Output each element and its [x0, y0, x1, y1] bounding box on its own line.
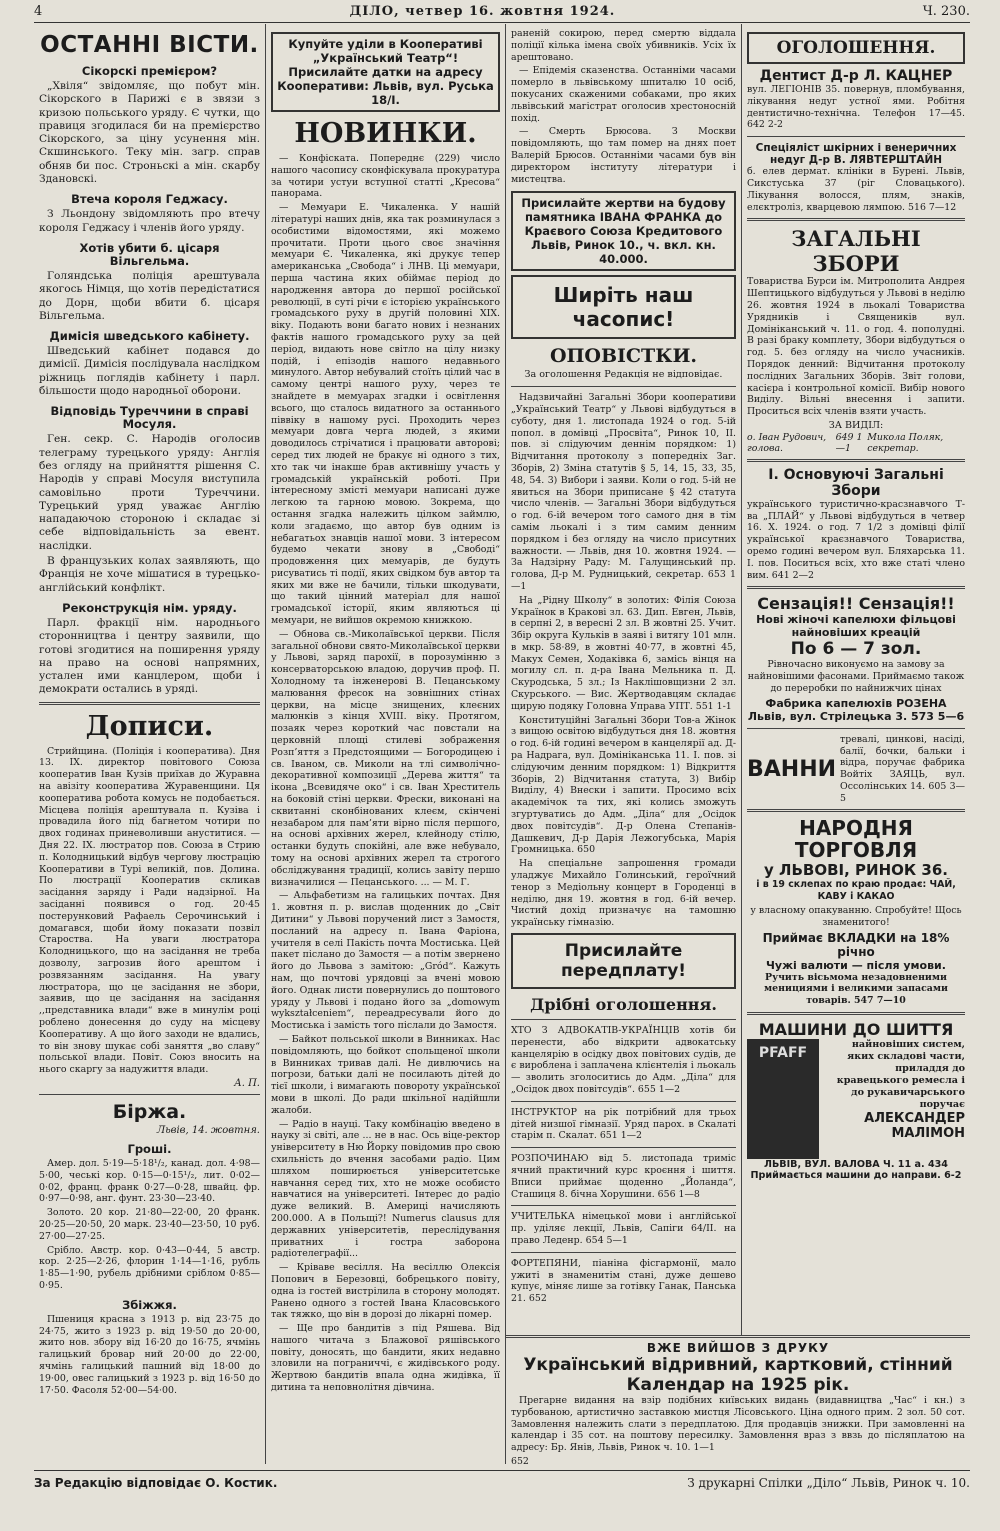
article-text: З Льондону звідомляють про втечу короля Геджасу і членів його уряду. [39, 208, 260, 234]
subscription-banner: Присилайте передплату! [511, 933, 736, 989]
plai-meeting-title: І. Основуючі Загальні Збори [768, 466, 944, 499]
classified-ad: УЧИТЕЛЬКА німецької мови і англійської пр. уділяє лекції, Львів, Сапіги 64/II. на право Леденр. 654 5—1 [511, 1211, 736, 1246]
subsection-title: Гроші. [127, 1142, 172, 1156]
calendar-ad-top: ВЖЕ ВИЙШОВ З ДРУКУ [646, 1341, 830, 1355]
section-title-birzha: Біржа. [112, 1101, 187, 1123]
sewing-ad-body [747, 1039, 965, 1159]
divider [39, 702, 260, 705]
article-text: Шведський кабінет подався до димісії. Димісія послідувала наслідком ріжниць поглядів кабінету і парл. більшости щодо народньої оборони. [39, 345, 260, 398]
divider [511, 1019, 736, 1020]
pfaff-logo-image: PFAFF [747, 1039, 819, 1159]
classified-ad: ХТО З АДВОКАТІВ-УКРАЇНЦІВ хотів би перенести, або відкрити адвокатську канцелярію в осідку двох повітових судів, де є виробленa і заплачена клієнтелія і льокаль — зволить зголоситись до Адм. „Діла“ для „Осідок двох повітсудів“. 655 1—2 [511, 1025, 736, 1095]
divider [747, 809, 965, 812]
ad-text: у власному опакуванню. Спробуйте! Щось знаменитого! [750, 905, 962, 928]
columns [34, 24, 970, 1464]
calendar-ad [506, 1335, 970, 1465]
trade-ad-title: НАРОДНЯ ТОРГОВЛЯ [794, 816, 918, 863]
article-text: Парл. фракції нім. народнього сторонництва і центру заявили, що готові згодитися на поширення уряду на право на основі напрямних, устален ими канцлером, щоби і демократи остались в уряді. [39, 616, 260, 696]
general-meeting-title: ЗАГАЛЬНІ ЗБОРИ [791, 226, 921, 277]
subsection-title: Збіжжя. [122, 1297, 177, 1312]
ad-number: 652 [511, 1455, 529, 1465]
section-title-dopysy: Дописи. [85, 710, 214, 742]
section-title-small-ads: Дрібні оголошення. [530, 995, 717, 1015]
ad-text: б. елев дермат. клініки в Бурені. Львів, Сикстуська 37 (ріг Словацького). Лікування волосся, плям, знаків, елєктроліз, кварцевою лямпою. 516 7—12 [747, 166, 965, 213]
page-header [34, 0, 970, 23]
divider [39, 1094, 260, 1095]
news-item: — Байкот польської школи в Винниках. Нас повідомляють, що бойкот спольщеної школи в Винниках тривав далі. Не дивлючись на погрози, батьки далі не посилають дітей до тієї школи, і вимагають повороту української мови в школі. До ради шкільної надійшли жалоби. [271, 1033, 500, 1116]
section-title-opovistky: ОПОВІСТКИ. [549, 345, 698, 368]
article-text: В французьких колах заявляють, що Франція не хоче мішатися в турецько-англійський конфлікт. [39, 555, 260, 594]
headline: Втеча короля Геджасу. [71, 192, 228, 207]
sewing-ad-title: МАШИНИ ДО ШИТТЯ [758, 1020, 954, 1040]
disclaimer: За оголошення Редакція не відповідає. [524, 369, 723, 381]
divider [747, 136, 965, 137]
column-3 [506, 24, 742, 1464]
news-item: раненій сокирою, перед смертю віддала поліції кілька імена своїх убивників. Усіх їх арештовано. [511, 28, 736, 63]
editor-line: За Редакцію відповідає О. Костик. [34, 1476, 278, 1490]
repair-line: Приймається машини до направи. 6-2 [750, 1170, 962, 1182]
rates-text: Срібло. Австр. кор. 0·43—0·44, 5 австр. кор. 2·25—2·26, флорин 1·14—1·16, рубль 1·85—1·90, рубель дрібними сріблом 0·85—0·95. [39, 1244, 260, 1291]
divider [511, 1252, 736, 1253]
signature: А. П. [234, 1078, 260, 1089]
printer-line: З друкарні Спілки „Діло“ Львів, Ринок ч. 10. [687, 1476, 970, 1490]
news-item: — Мемуари Е. Чикаленка. У нашій літературі наших днів, яка так розминулася з особистими відомостями, які можемо прочитати. Проти цього своє значіння мемуари Є. Чикаленка, які друкує тепер американська „Свобода“ і ЛНВ. Ці мемуари, перша частина яких обіймає період до народження автора до першої російської революції, в суті річи є історією українського громадського руху в другій половині XIX. віку. Подають вони багато нових і незнаних фактів нашого громадського руху за цей період, видають нове світло на цілу низку подій, і епізодів нашого недавнього минулого. Автор небувалий стоїть цілий час в самому центрі нашого руху, через те знайдете в мемуарах згадки і освітлення всього, що сталось видатного за останнього піввіку в нашому русі. Проходить через мемуари довга черга людей, з якими доводилось стрічатися і працювати авторові; серед тих людей не бракує ні одного з тих, хто так чи інакше брав активнішу участь у громадській українській роботі. При інтересному змісті мемуари написані дуже легкою та гарною мовою. Зокрема, що остання згадка належить цілком займлю, коли згадаємо, що автор був одним із небагатьох знавців нашої мови. З інтересом будемо чекати знову в „Свободі“ продовження цих мемуарів, де будуть рисуватись ті події, яких свідком був автор та яких ми вже не бачили, тільки шкодувати, що такий цінний матеріал для нашої громадської історії, яким являються ці мемуари, не вийшов окремою книжкою. [271, 202, 500, 627]
ad-text: тревалі, цинкові, насіді, балії, бочки, бальки і відра, поручає фабрика Войтіх ЗАЯЦЬ, вул. Оссолінських 14. 605 3—5 [840, 733, 965, 804]
rates-text: Амер. дол. 5·19—5·18¹/₂, канад. дол. 4·98—5·00, чеські кор. 0·15—0·15¹/₂, лит. 0·02—0·02, франц. франк 0·27—0·28, швайц. фр. 0·97—0·98, анг. фунт. 23·30—23·40. [39, 1158, 260, 1205]
classified-ad: ІНСТРУКТОР на рік потрібний для трьох дітей низшої гімназії. Уряд парох. в Скалаті старім п. Скалат. 651 1—2 [511, 1106, 736, 1142]
classified-ad: ФОРТЕПЯНИ, піаніна фісгармонії, мало ужиті в знаменитім стані, дуже дешево купує, міняє лише за готівку Ганак, Панська 21. 652 [511, 1257, 736, 1305]
signature: о. Іван Рудович, голова. [747, 431, 827, 454]
notice: Надзвичайні Загальні Збори кооперативи „Український Театр“ у Львові відбудуться в суботу, дня 1. листопада 1924 о год. 5-ій попол. в домівці „Просвіта“, Ринок 10, II. пов. зі слідуючим деннім порядком: 1) Відчитання протоколу з попередніх Заг. Зборів, 2) Зміна статутів § 5, 14, 15, 33, 35, 48, 54. 3) Вибори і заяви. Коли о год. 5-ій не явиться на Збори приписане § 42 статута число членів. — Загальні Збори відбудуться о год. 6-ій вечером того самого дня в тім самім льокалі і з тим самим денним порядком і без огляду на число присутних важности. — Львів, дня 10. жовтня 1924. — За Надзірну Раду: М. Галущинський пр. голова, Д-р М. Рудницький, секретар. 653 1—1 [511, 392, 736, 592]
rates-text: Пшениця красна з 1913 р. від 23·75 до 24·75, жито з 1923 р. від 19·50 до 20·00, жито нов. збору від 16·20 до 16·75, ячмінь галицький бровар ний 20·00 до 22·00, ячмінь галицький пашний від 18·00 до 19·00, овес галицький з 1923 р. від 16·50 до 17·50. Фасоля 52·00—54·00. [39, 1313, 260, 1396]
currency-line: Чужі валюти — після умови. [766, 958, 946, 972]
ad-text: найновіших систем, яких складові части, приладдя до кравецького ремесла і до рукавичарського поручає [836, 1039, 965, 1111]
trade-ad-address: у ЛЬВОВІ, РИНОК 36. [764, 861, 948, 880]
divider [747, 459, 965, 462]
article-text: Голяндська поліція арештувала якогось Німця, що хотів передістатися до Дорн, щоби вбити б. цісаря Вільгельма. [39, 269, 260, 322]
headline: Сікорскі премієром? [81, 64, 218, 78]
ads-header-box [747, 32, 965, 64]
merchant-address: ЛЬВІВ, ВУЛ. ВАЛОВА Ч. 11 а. 434 [764, 1159, 948, 1171]
classified-ad: РОЗПОЧИНАЮ від 5. листопада триміс ячний практичний курс кроєння і шиття. Вписи приймає щоденно „Йоланда“, Сташиця 8. бічна Хорушини. 656 1—8 [511, 1153, 736, 1200]
article-text: Стрийщина. (Поліція і кооператива). Дня 13. IX. директор повітового Союза кооператив Іван Кузів приїхав до Журавна на авізіту кооператива Журавенщини. Ця кооператива робота комусь не подобається. Місцева поліція арештувала п. Кузіва і провадила його під багнетом чотири по двох годинах приневоливши ануститися. — Дня 22. IX. люстратор пов. Союза в Стрию п. Колодницький відбув чергову люстрацію Кооперативи в Турі великій, пов. Долина. По люстрації Кооператив скликав засідання заряду і Ради надзірної. На засіданні появився о год. 20·45 постерунковий Рафаель Серочинський і домагався, щоби йому показати позвіл Староства. На уваги люстратора Колодницького, що на засідання не треба дозволу, загрозив його арештом і розвязанням засідання. На увагу люстратора, що це засідання не збори, заявив, що це засідання на засідання ,,представника влади“ вже в минулім році роблено донесення до суду на місцеву Кооперативу. А що його заходи не вдались, то він знову шукає собі заняття „во славу“ польської влади. Повіт. Союз вносить на нього скаргу за надужиття влади. [39, 745, 260, 1076]
ad-text: і в 19 склепах по краю продає: ЧАЙ, КАВУ і КАКАО [756, 879, 956, 903]
ad-text: Ручить вісьмома незадовненими менициями і великими запасами товарів. 547 7—10 [764, 971, 948, 1007]
news-item: — Кріваве весілля. На весіллю Олексія Попович в Березовці, бобрецького повіту, одна із гостей вистрілила в сторону молодят. Ранено одного з гостей Івана Класовського так тяжко, що він в дорозі до лікарні помер. [271, 1262, 500, 1321]
page-footer [34, 1470, 970, 1495]
news-item: — Радіо в науці. Таку комбінацію введено в науку зі світі, але ... не в нас. Ось віце-ректор університету в Ню Йорку повідомив про свою схильність до вчення засобами радіо. Цим шляхом поширюється університетське навчання серед тих, хто не може особисто навчатися на університеті. Інтерес до радіо дуже великий. В. Америці начисляють 200.000. А в Польщі?! Numerus clausus для державних університетів, переслідування приватних і гостра заборона радіотелеграфії... [271, 1118, 500, 1260]
latest-news-title: ОСТАННІ ВІСТИ. [40, 32, 259, 58]
divider [747, 728, 965, 729]
news-item: — Конфіската. Попереднє (229) число нашого часопису сконфіскувала прокуратура за чотири устуи вступної статті „Кресова“ панорама. [271, 153, 500, 200]
headline: Хотів убити б. цісаря Вільгельма. [79, 240, 220, 268]
sewing-ad-text-block [823, 1039, 965, 1159]
calendar-ad-text: Прегарне видання на взір подібних київських видань (видавництва „Час“ і кн.) з турбованою, артистично заставкою мистця Лісовського. Ціна одного прим. 2 зол. 50 сот. Замовлення належить слати з передплатою. Для продавців знижки. При замовленні на календар і 35 сот. на поштову пересилку. Замовлення враз з ввзь до післяплатою на адресу: Бр. Янів, Львів, Ринок ч. 10. 1—1 [511, 1395, 965, 1454]
news-item: — Ще про бандитів з під Ряшева. Від нашого читача з Блажової ряшівського повіту, доносять, що бандити, яких недавно зловили на пограниччі, є жидівського роду. Жертвою бандитів впала одна жидівка, її дитина та неповнолітня дівчина. [271, 1323, 500, 1394]
notice: На „Рідну Школу“ в золотих: Філія Союза Українок в Кракові зл. 63. Дип. Евген, Львів, в серпні 2, в вересні 2 зл. В жовтні 25. Учит. Збір округа Кульків в заяві і витягу 101 млн. в мкр. 58·89, в жовтні 40·77, в жовтні 45, Макух Семен, Ходаківка 6, замісь вінця на могилу сл. п. д-ра Івана Мельника п. Д. Скуродська, 5 зл.; Із Наклішовщизни 2 зл. Скурського. — Вис. Жертводавцям складає щирую подяку Головна Управа УПТ. 551 1-1 [511, 594, 736, 712]
dermatologist-ad-title: Спеціяліст шкірних і венеричних недуг Д-р В. ЛЯВТЕРШТАЙН [755, 142, 957, 167]
section-title-novynky: НОВИНКИ. [294, 118, 477, 149]
hat-factory-name: Фабрика капелюхів РОЗЕНА Львів, вул. Стрілецька 3. 573 5—6 [747, 696, 965, 723]
calendar-ad-title: Український відривний, картковий, стінний Календар на 1925 рік. [523, 1355, 953, 1395]
headline: Реконструкція нім. уряду. [62, 600, 237, 615]
issue-number: Ч. 230. [922, 3, 970, 19]
news-item: — Смерть Брюсова. З Москви повідомляють, що там помер на днях поет Валерій Брюсов. Останніми часами був він директором інституту літератури і мистецтва. [511, 126, 736, 185]
franko-monument-appeal: Присилайте жертви на будову памятника ІВАНА ФРАНКА до Краєвого Союза Кредитового Львів, Ринок 10., ч. вкл. кн. 40.000. [511, 191, 736, 271]
news-item: — Альфабетизм на галицьких почтах. Дня 1. жовтня п. р. вислав щоденник до „Світ Дитини“ у Львові поручений лист з Замостя, посланий на адресу п. Івана Фаріона, учителя в селі Пакість почта Мостиська. Цей пакет післано до Замостя — а потім звернено його до Львова з замітою: „Gród“. Кажуть нам, що почтові урядовці за вчені мовою його. Однак листи повернулись до поштового уряду у Львові і подано його за „domowym wykształceniem“, переадресували його до Мостиська і замість того післали до Замостя. [271, 890, 500, 1032]
news-item: — Епідемія сказенства. Останніми часами померло в львівському шпиталю 10 осіб, покусаних скаженими собаками, про яких львівський магістрат оголосив хрестоносній похід. [511, 65, 736, 124]
signatures-row [747, 432, 965, 454]
dentist-ad-title: Дентист Д-р Л. КАЦНЕР [759, 68, 953, 84]
column-2 [266, 24, 506, 1464]
divider [747, 218, 965, 221]
headline: Відповідь Туреччини в справі Мосуля. [50, 404, 249, 432]
divider [511, 386, 736, 387]
ad-text: українського туристично-красзнавчого Т-ва „ПЛАЙ“ у Львові відбудуться в четвер 16. Х. 1924. о год. 7 1/2 з домівці філії української краєзнавчого Товариства, оремо годині вечером вул. Бляхарська 11. І. пов. Поситься всіх, хто вже статі члено вим. 641 2—2 [747, 498, 965, 581]
spread-paper-banner: Ширіть наш часопис! [511, 275, 736, 339]
news-item: — Обнова св.-Миколаївської церкви. Після загальної обнови свято-Миколаївської церкви у Львові, заряд парохії, в порозумінню з консерваторською владою, доручив проф. П. Холодному та інженерові В. Пецанському малювання фресок на зовнішних стінах церкви, на місце знищених, клеєних малюнків з кінця XVIII. віку. Протягом, позаяк через короткий час повстали на церковній площі стилеві зображення Розп’яття з Предстоящими — Богородицею і св. Іваном, св. Миколи на тлі символічно-декоративної композиції „Дерева життя“ та ікона „Всевидяче око“ і св. Іван Хреститель на боковій стіні церкви. Фрески, виконані на сквитанні сконбінованих клеєм, скінчені незабаром для пам’яти вірно після першого, на основі архівних жерел, клейноду стілю, останки будуть спокійні, але вже небувало, тому на основі архівних жерел та строгого обсліджування традиції, колись завіту першо визначилися — Пецанського. ... — М. Г. [271, 628, 500, 888]
ad-text: Товариства Бурси ім. Митрополита Андрея Шептицького відбудуться у Львові в неділю 26. жовтня 1924 в льокалі Товариства Урядників і Священиків вул. Домініканський ч. 11. о год. 4. пополудні. В разі браку комплету, Збори відбудуться о год. 5. без огляду на число учасників. Порядок денний: Відчитання протоколу послідних Загальних Зборів. Звіт голови, касієра і контрольної комісії. Вибір нового Виділу. Вільні внесення і запити. Проситься всіх членів взяти участь. [747, 276, 965, 418]
merchant-name: АЛЕКСАНДЕР МАЛІМОН [864, 1111, 965, 1142]
column-1 [34, 24, 266, 1464]
bathtub-ad [747, 734, 965, 805]
ad-text: Рівночасно виконуємо на замову за найновішими фасонами. Приймаємо також до переробки по найнижчих цінах [747, 659, 965, 694]
hats-ad-subtitle: Нові жіночі капелюхи фільцові найновіших креацій [756, 613, 956, 640]
article-text: Ген. секр. С. Народів оголосив телеграму турецького уряду: Англія без огляду на прийняття рішення С. Народів у справі Мосуля виступила самовільно проти Туреччини. Турецький уряд уважає Англію нападаючою стороною і складає зі себе відповідальність за евент. наслідки. [39, 433, 260, 552]
deposits-line: Приймає ВКЛАДКИ на 18% річно [762, 930, 950, 959]
signature: ЗА ВИДІЛ: [828, 419, 884, 431]
theatre-appeal-box: Купуйте уділи в Кооперативі „Український Театр“! Присилайте датки на адресу Кооперативи: Львів, вул. Руська 18/I. [271, 32, 500, 112]
divider [747, 1012, 965, 1015]
hats-price: По 6 — 7 зол. [790, 639, 922, 660]
divider [747, 586, 965, 589]
notice: Конституційні Загальні Збори Тов-а Жінок з вищою освітою відбудуться дня 18. жовтня о год. 6-ій годині вечером в канцелярії ад. Д-ра Надрага, вул. Домініканська 11. І. пов. зі слідуючим денним порядком: 1) Відкриття Зборів, 2) Відчитання статута, 3) Вибір Виділу, 4) Внески і запити. Просимо всіх академічок та тих, які колись зможуть згуртуватись до Адм. „Діла“ для „Осідок двох повітсудів“. Д-р Олена Степанів-Дашкевич, Д-р Дарія Лежогубська, Марія Громницька. 650 [511, 714, 736, 856]
divider [511, 1205, 736, 1206]
bathtub-ad-title: ВАННИ [747, 756, 837, 782]
divider [511, 1101, 736, 1102]
divider [511, 1147, 736, 1148]
article-text: „Хвіля“ звідомляє, що побут мін. Сікорского в Парижі є в звязи з кризою польського уряду. Є чутки, що правиця згодилася би на премієрство Сікорского, за ціну усунення мін. Скшинського. Теку мін. загр. справ обняв би пос. Строньскі а мін. скарбу Здановскі. [39, 80, 260, 186]
notice: На спеціальне запрошення громади уладжує Михайло Голинський, героїчний тенор з Медіольну концерт в Городенці в неділю, дня 19. жовтня в год. 6-ій вечер. Чистий дохід призначує на тамошню українську гімназію. [511, 858, 736, 929]
dateline: Львів, 14. жовтня. [156, 1125, 260, 1136]
section-title-ads: ОГОЛОШЕННЯ. [776, 38, 936, 58]
ad-text: вул. ЛЕГІОНІВ 35. повернув, пломбування, лікування недуг устної ями. Робітня дентистично-технічна. Телефон 17—45. 642 2-2 [747, 84, 965, 131]
masthead-line: ДІЛО, четвер 16. жовтня 1924. [349, 3, 616, 19]
rates-text: Золото. 20 кор. 21·80—22·00, 20 франк. 20·25—20·50, 20 марк. 23·40—23·50, 10 руб. 27·00—27·25. [39, 1207, 260, 1242]
page-number: 4 [34, 3, 43, 19]
sensation-ad-title: Сензація!! Сензація!! [757, 594, 955, 614]
ad-number: 649 1—1 [835, 431, 863, 454]
signature: Микола Поляк, секретар. [867, 431, 944, 454]
headline: Димісія шведського кабінету. [49, 329, 250, 344]
column-4 [742, 24, 970, 1464]
